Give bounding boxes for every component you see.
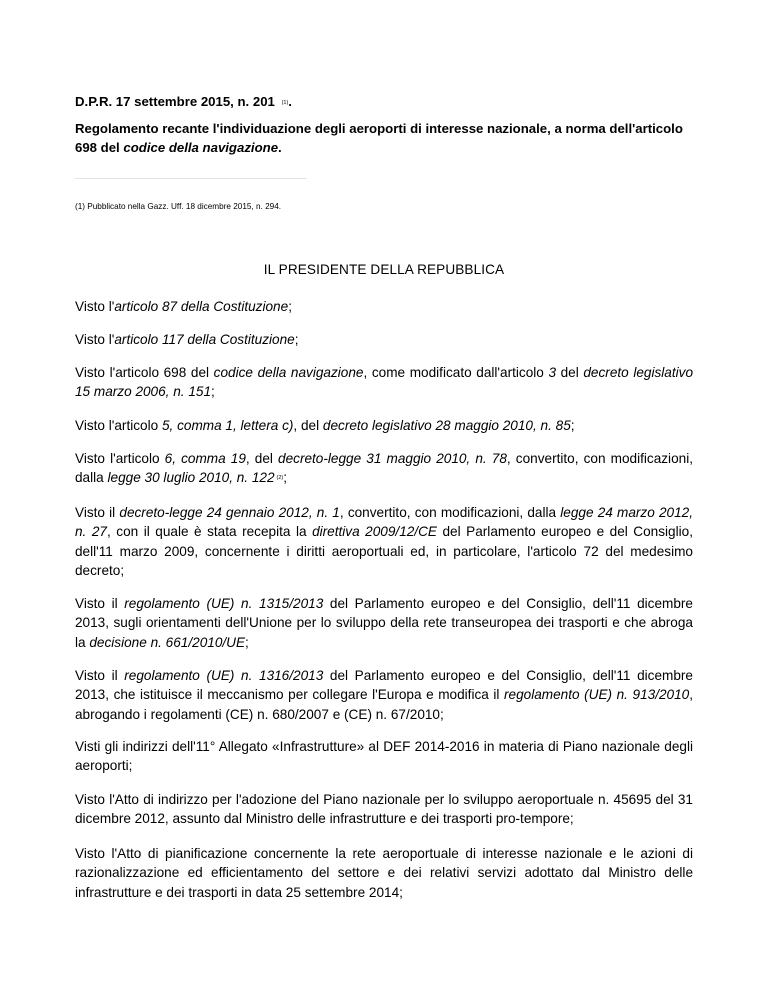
recital-paragraph: Visto il decreto-legge 24 gennaio 2012, n. 1, convertito, con modificazioni, dalla legge 24 marzo 2012, n. 27, con il quale è stata recepita la direttiva 2009/12/CE del Parlamento europeo e del Consiglio, dell'11 marzo 2009, concernente i diritti aeroportuali ed, in particolare, l'articolo 72 del medesimo decreto; bbox=[75, 505, 693, 578]
footnote-ref-2[interactable]: (2) bbox=[276, 475, 284, 482]
recital-paragraph: Visto l'articolo 698 del codice della navigazione, come modificato dall'articolo 3 del decreto legislativo 15 marzo 2006, n. 151; bbox=[75, 365, 694, 400]
decree-title-text: D.P.R. 17 settembre 2015, n. 201 bbox=[75, 94, 275, 109]
law-reference-link[interactable]: decisione n. 661/2010/UE bbox=[89, 634, 246, 650]
law-reference-link[interactable]: regolamento (UE) n. 1315/2013 bbox=[124, 596, 324, 611]
law-reference-link[interactable]: regolamento (UE) n. 913/2010 bbox=[504, 687, 690, 703]
law-reference-link[interactable]: regolamento (UE) n. 1316/2013 bbox=[124, 668, 324, 683]
law-reference-link[interactable]: decreto legislativo 15 marzo 2006, n. 151 bbox=[75, 365, 694, 400]
recital-paragraph: Visto l'articolo 5, comma 1, lettera c), del decreto legislativo 28 maggio 2010, n. 85; bbox=[75, 418, 575, 433]
law-reference-link[interactable]: decreto-legge 24 gennaio 2012, n. 1 bbox=[119, 505, 340, 520]
law-reference-link[interactable]: 6, comma 19 bbox=[164, 451, 246, 466]
footnote-1: (1) Pubblicato nella Gazz. Uff. 18 dicembre 2015, n. 294. bbox=[75, 202, 282, 211]
decree-subtitle bbox=[75, 119, 693, 157]
law-reference-link[interactable]: direttiva 2009/12/CE bbox=[312, 524, 437, 540]
recital-paragraph: Visti gli indirizzi dell'11° Allegato «Infrastrutture» al DEF 2014-2016 in materia di Piano nazionale degli aeroporti; bbox=[75, 739, 693, 774]
recital-paragraph: Visto l'articolo 6, comma 19, del decreto-legge 31 maggio 2010, n. 78, convertito, con modificazioni, dalla legge 30 luglio 2010, n. 122 $^{(2)}$; bbox=[75, 451, 693, 486]
recital-paragraph: Visto l'articolo 117 della Costituzione; bbox=[75, 332, 299, 347]
law-reference-link[interactable]: codice della navigazione bbox=[213, 365, 364, 380]
law-reference-link[interactable]: articolo 87 della Costituzione bbox=[114, 299, 289, 314]
law-reference-link[interactable]: decreto legislativo 28 maggio 2010, n. 85 bbox=[322, 418, 571, 433]
decree-title bbox=[75, 94, 292, 109]
codice-navigazione-link[interactable]: codice della navigazione bbox=[123, 140, 279, 155]
decree-subtitle-end: . bbox=[278, 140, 282, 155]
decree-subtitle-text: Regolamento recante l'individuazione degli aeroporti di interesse nazionale, a norma dell'articolo 698 del bbox=[75, 121, 683, 155]
recital-paragraph: Visto il regolamento (UE) n. 1316/2013 del Parlamento europeo e del Consiglio, dell'11 dicembre 2013, che istituisce il meccanismo per collegare l'Europa e modifica il regolamento (UE) n. 913/2010, abrogando i regolamenti (CE) n. 680/2007 e (CE) n. 67/2010; bbox=[75, 668, 693, 722]
law-reference-link[interactable]: 3 bbox=[548, 365, 557, 380]
law-reference-link[interactable]: legge 30 luglio 2010, n. 122 bbox=[107, 470, 275, 486]
law-reference-link[interactable]: 5, comma 1, lettera c) bbox=[161, 418, 294, 433]
recital-paragraph: Visto l'articolo 87 della Costituzione; bbox=[75, 299, 292, 314]
law-reference-link[interactable]: articolo 117 della Costituzione bbox=[114, 332, 295, 347]
law-reference-link[interactable]: legge 24 marzo 2012, n. 27 bbox=[75, 505, 693, 540]
footnote-ref-1[interactable]: (1) bbox=[281, 100, 289, 106]
decree-title-end: . bbox=[288, 94, 292, 109]
law-reference-link[interactable]: decreto-legge 31 maggio 2010, n. 78 bbox=[278, 451, 507, 466]
recital-paragraph: Visto l'Atto di indirizzo per l'adozione del Piano nazionale per lo sviluppo aeroportuale n. 45695 del 31 dicembre 2012, assunto dal Ministro delle infrastrutture e dei trasporti pro-tempore; bbox=[75, 792, 693, 827]
recital-paragraph: Visto il regolamento (UE) n. 1315/2013 del Parlamento europeo e del Consiglio, dell'11 dicembre 2013, sugli orientamenti dell'Unione per lo sviluppo della rete transeuropea dei trasporti e che abroga la decisione n. 661/2010/UE; bbox=[75, 596, 693, 650]
section-heading: IL PRESIDENTE DELLA REPUBBLICA bbox=[263, 262, 505, 277]
footnote-divider bbox=[75, 178, 307, 179]
recital-paragraph: Visto l'Atto di pianificazione concernente la rete aeroportuale di interesse nazionale e le azioni di razionalizzazione ed efficientamento del settore e dei relativi servizi adottato dal Ministro delle infrastrutture e dei trasporti in data 25 settembre 2014; bbox=[75, 846, 693, 900]
